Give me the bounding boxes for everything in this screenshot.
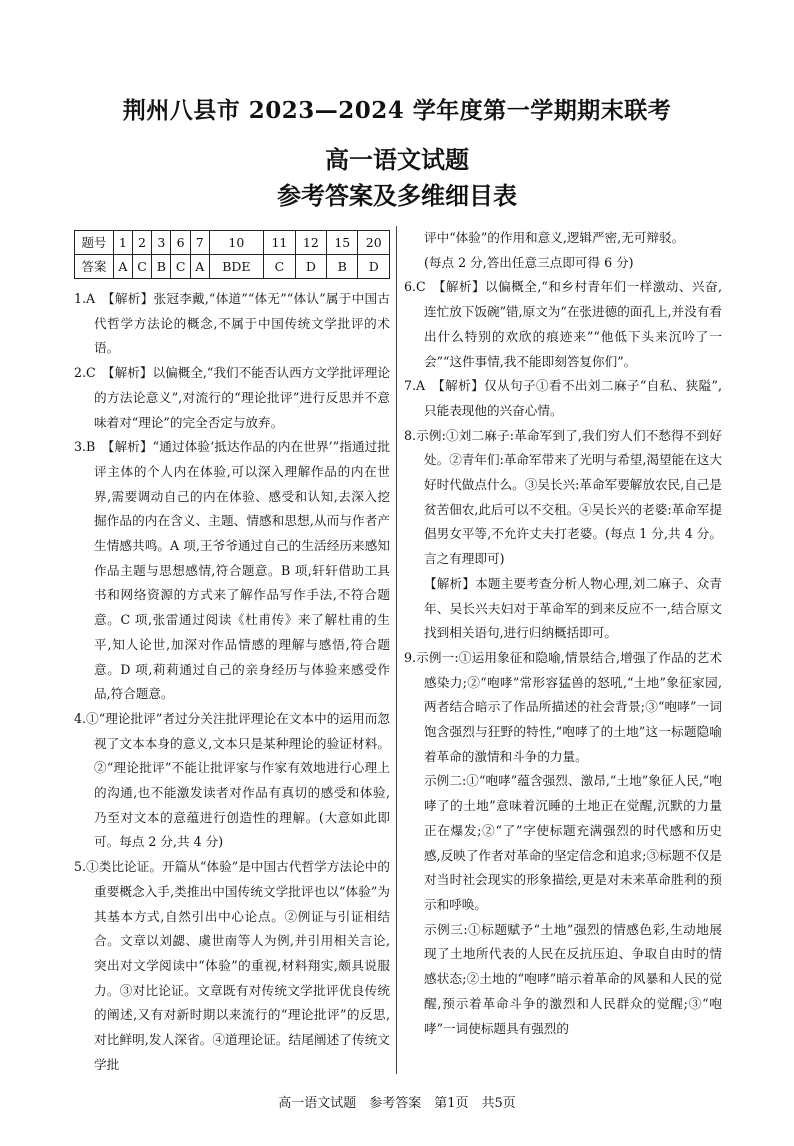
row-label: 题号 [75, 231, 114, 255]
left-column [74, 226, 390, 1078]
subject-title: 高一语文试题 [325, 145, 469, 174]
answer-q1: 1.A 【解析】张冠李戴,“体道”“体无”“体认”属于中国古代哲学方法论的概念,不属于中国传统文学批评的术语。 [74, 291, 390, 356]
answer-q5: 5.①类比论证。开篇从“体验”是中国古代哲学方法论中的重要概念入手,类推出中国传统文学批评也以“体验”为其基本方式,自然引出中心论点。②例证与引证相结合。文章以刘勰、虞世南等人为例,并引用相关言论,突出对文学阅读中“体验”的重视,材料翔实,颇具说服力。③对比论证。文章既有对传统文学批评优良传统的阐述,又有对新时期以来流行的“理论批评”的反思,对比鲜明,发人深省。④道理论证。结尾阐述了传统文学批 [74, 859, 390, 1072]
answer-cell: C [264, 255, 295, 279]
answer-cell: A [114, 255, 133, 279]
question-number: 7 [190, 231, 209, 255]
question-number: 20 [358, 231, 390, 255]
answer-row [75, 255, 390, 279]
answer-q8-analysis: 【解析】本题主要考查分析人物心理,刘二麻子、众青年、吴长兴夫妇对于革命军的到来反应不一,结合原文找到相关语句,进行归纳概括即可。 [424, 575, 722, 641]
question-number: 15 [327, 231, 358, 255]
answer-q6: 6.C 【解析】以偏概全,“和乡村青年们一样激动、兴奋,连忙放下饭碗”错,原文为“在张进德的面孔上,并没有看出什么特别的欢欣的痕迹来”“他低下头来沉吟了一会”“这件事情,我不能即刻答复你们”。 [404, 279, 722, 369]
answer-q3: 3.B 【解析】“通过体验‘抵达作品的内在世界’”指通过批评主体的个人内在体验,可以深入理解作品的内在世界,需要调动自己的内在体验、感受和认知,去深入挖掘作品的内在含义、主题、情感和思想,从而与作者产生情感共鸣。A 项,王爷爷通过自己的生活经历来感知作品主题与思想感情,符合题意。B 项,轩轩借助工具书和网络资源的方式来了解作品写作手法,不符合题意。C 项,张雷通过阅读《杜甫传》来了解杜甫的生平,知人论世,加深对作品情感的理解与感悟,符合题意。D 项,莉莉通过自己的亲身经历与体验来感受作品,符合题意。 [74, 439, 390, 702]
question-number: 11 [264, 231, 295, 255]
question-number: 10 [209, 231, 264, 255]
answer-cell: D [358, 255, 390, 279]
answer-q7: 7.A 【解析】仅从句子①看不出刘二麻子“自私、狭隘”,只能表现他的兴奋心情。 [404, 378, 722, 418]
right-column [404, 226, 722, 1041]
answer-q2: 2.C 【解析】以偏概全,“我们不能否认西方文学批评理论的方法论意义”,对流行的“理论批评”进行反思并不意味着对“理论”的完全否定与放弃。 [74, 365, 390, 430]
answer-q9-example2: 示例二:①“咆哮”蕴含强烈、激昂,“土地”象征人民,“咆哮了的土地”意味着沉睡的土地正在觉醒,沉默的力量正在爆发;②“了”字使标题充满强烈的时代感和历史感,反映了作者对革命的坚定信念和追求;③标题不仅是对当时社会现实的形象描绘,更是对未来革命胜利的预示和呼唤。 [424, 773, 722, 912]
question-number: 3 [152, 231, 171, 255]
answer-key-title: 参考答案及多维细目表 [277, 181, 517, 210]
question-number: 2 [132, 231, 152, 255]
answer-q5-score: (每点 2 分,答出任意三点即可得 6 分) [424, 254, 634, 270]
answer-q4: 4.①“理论批评”者过分关注批评理论在文本中的运用而忽视了文本本身的意义,文本只是某种理论的验证材料。②“理论批评”不能让批评家与作家有效地进行心理上的沟通,也不能激发读者对作品有真切的感受和体验,乃至对文本的意蕴进行创造性的理解。(大意如此即可。每点 2 分,共 4 分) [74, 710, 390, 850]
answer-q8: 8.示例:①刘二麻子:革命军到了,我们穷人们不愁得不到好处。②青年们:革命军带来了光明与希望,渴望能在这大好时代做点什么。③吴长兴:革命军要解放农民,自己是贫苦佃农,此后可以不交租。④吴长兴的老婆:革命军提倡男女平等,不允许丈夫打老婆。(每点 1 分,共 4 分。言之有理即可) [404, 427, 722, 567]
answer-cell: C [171, 255, 191, 279]
answer-cell: C [132, 255, 152, 279]
exam-title: 荆州八县市 2023—2024 学年度第一学期期末联考 [122, 97, 672, 124]
answer-cell: BDE [209, 255, 264, 279]
question-number: 6 [171, 231, 191, 255]
column-divider [396, 226, 397, 1074]
row-label: 答案 [75, 255, 114, 279]
answer-cell: B [152, 255, 171, 279]
answer-q9-example3: 示例三:①标题赋予“土地”强烈的情感色彩,生动地展现了土地所代表的人民在反抗压迫、争取自由时的情感状态;②土地的“咆哮”暗示着革命的风暴和人民的觉醒,预示着革命斗争的激烈和人民群众的觉醒;③“咆哮”一词使标题具有强烈的 [424, 921, 722, 1036]
answer-cell: B [327, 255, 358, 279]
answer-q9-example1: 9.示例一:①运用象征和隐喻,情景结合,增强了作品的艺术感染力;②“咆哮”常形容猛兽的怒吼,“土地”象征家园,两者结合暗示了作品所描述的社会背景;③“咆哮”一词饱含强烈与狂野的特性,“咆哮了的土地”这一标题隐喻着革命的激情和斗争的力量。 [404, 649, 722, 764]
answer-q5-continued: 评中“体验”的作用和意义,逻辑严密,无可辩驳。 [424, 230, 685, 245]
question-number: 1 [114, 231, 133, 255]
question-number: 12 [295, 231, 326, 255]
page-footer: 高一语文试题 参考答案 第1页 共5页 [278, 1096, 516, 1111]
answer-cell: A [190, 255, 209, 279]
answer-cell: D [295, 255, 326, 279]
answer-table [74, 230, 390, 279]
question-number-row [75, 231, 390, 255]
